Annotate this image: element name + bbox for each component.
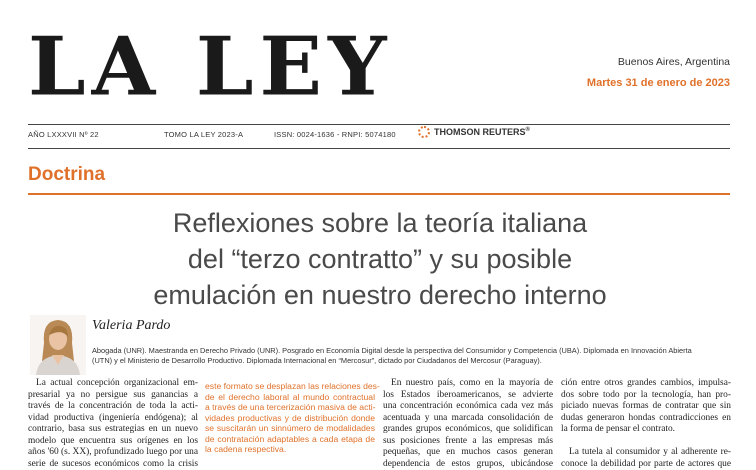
masthead-date: Martes 31 de enero de 2023 [587,77,730,89]
body-line: modelo que encuentra sus orígenes en los [28,436,198,448]
pull-quote-line: a través de una tercerización masiva de acti- [205,402,375,413]
author-bio [92,346,732,366]
body-line: la forma de pensar el contrato. [561,424,731,436]
body-line: La tutela al consumidor y al adherente re- [561,447,731,459]
publisher-logo [418,126,530,138]
article-title-line: del “terzo contratto” y su posible [60,241,700,277]
body-line: dudas generaron hondas contradicciones en [561,413,731,425]
author-photo-icon [30,315,86,375]
pull-quote-line: este formato se desplazan las relaciones des- [205,381,375,392]
body-line: una concentración económica cada vez más [383,401,553,413]
author-bio-line: (UTN) y el Ministerio de Desarrollo Productivo. Diplomada Internacional en “Mercosur”, dictado por Ciudadanos del Mercosur (Paraguay). [92,356,732,366]
body-line: acentuada y una marcada consolidación de [383,413,553,425]
body-line: piciado nuevas formas de contratar que sin [561,401,731,413]
body-line: La actual concepción organizacional em- [28,378,198,390]
masthead-title: LA LEY [28,27,393,107]
pull-quote-line: la cadena respectiva. [205,444,375,455]
body-column-3 [383,378,553,470]
body-line: En nuestro país, como en la mayoría de [383,378,553,390]
masthead-city: Buenos Aires, Argentina [618,56,730,68]
body-line: años '60 (s. XX), profundizado luego por una [28,447,198,459]
section-label: Doctrina [28,164,105,186]
body-line: ción entre otros grandes cambios, impulsa- [561,378,731,390]
article-title [60,205,700,313]
body-line: pequeñas, que en muchos casos generan [383,447,553,459]
body-line: dos sobre todo por la tecnología, han pro- [561,390,731,402]
body-line: sus posiciones frente a las empresas más [383,436,553,448]
body-line: conoce la debilidad por parte de actores que [561,459,731,470]
pull-quote-line: se suscitarán un sinnúmero de modalidades [205,423,375,434]
pull-quote-line: de el derecho laboral al mundo contractual [205,392,375,403]
body-line: dependencia de estos grupos, ubicándose [383,459,553,470]
body-column-4 [561,378,731,470]
body-line-spacer [561,436,731,448]
article-title-line: Reflexiones sobre la teoría italiana [60,205,700,241]
section-rule [28,193,730,195]
pull-quote [205,381,375,455]
publisher-name: THOMSON REUTERS® [434,127,530,137]
body-line: grandes grupos económicos, que solidifican [383,424,553,436]
body-line: los Estados iberoamericanos, se advierte [383,390,553,402]
body-line: presarial ya no persigue sus ganancias a [28,390,198,402]
body-column-1 [28,378,198,470]
masthead-rule-bottom [28,148,730,149]
body-line: serie de sucesos económicos como la crisis [28,459,198,470]
article-title-line: emulación en nuestro derecho interno [60,277,700,313]
body-line: contrario, basa sus estrategias en un nuevo [28,424,198,436]
issue-year: AÑO LXXXVII Nº 22 [28,130,99,139]
body-line: través de la concentración de toda la acti- [28,401,198,413]
pull-quote-line: vidades productivas y de distribución donde [205,413,375,424]
thomson-reuters-logo-icon [418,126,430,138]
issue-issn: ISSN: 0024-1636 - RNPI: 5074180 [274,130,396,139]
masthead-rule-top [28,124,730,125]
issue-tome: TOMO LA LEY 2023-A [164,130,243,139]
author-bio-line: Abogada (UNR). Maestranda en Derecho Privado (UNR). Posgrado en Economía Digital desde la perspectiva del Consumidor y Competencia (UBA). Diplomada en Innovación Abierta [92,346,732,356]
author-photo [30,315,86,375]
author-name: Valeria Pardo [92,318,170,334]
body-line: vidad productiva (ingeniería endógena); al [28,413,198,425]
pull-quote-line: de contratación adaptables a cada etapa de [205,434,375,445]
